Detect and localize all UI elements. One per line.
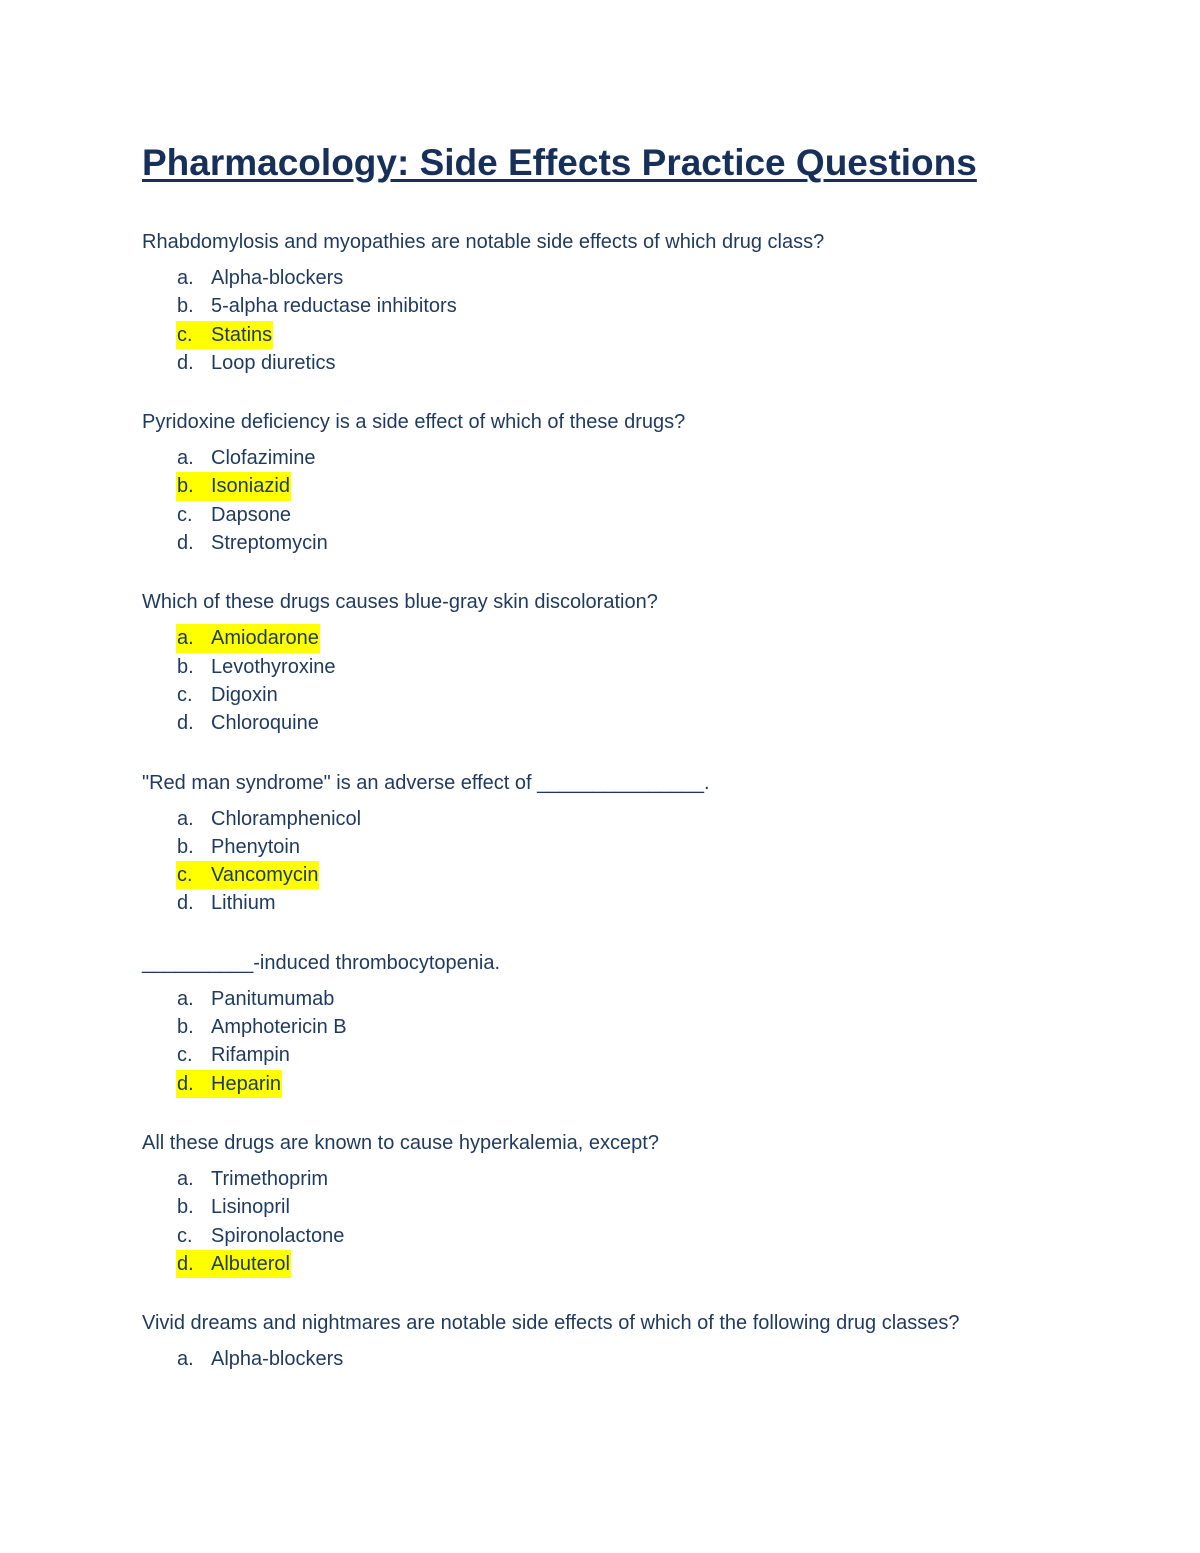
option-letter: a. (177, 447, 194, 470)
answer-option-correct (176, 1070, 1082, 1098)
answer-options (142, 1165, 1082, 1278)
answer-content (176, 889, 276, 917)
answer-highlight (176, 1250, 291, 1278)
option-letter: d. (177, 532, 194, 555)
answer-option-correct (176, 861, 1082, 889)
answer-option (176, 985, 1082, 1013)
option-text: Alpha-blockers (211, 267, 344, 289)
option-text: Panitumumab (211, 987, 335, 1010)
option-text: Streptomycin (211, 532, 328, 555)
option-letter: d. (177, 892, 194, 915)
option-letter: c. (177, 323, 193, 346)
answer-highlight (176, 861, 319, 889)
option-text: 5-alpha reductase inhibitors (211, 295, 457, 318)
option-text: Alpha-blockers (211, 1348, 344, 1371)
answer-option (176, 1165, 1082, 1193)
question-text: Pyridoxine deficiency is a side effect of which of these drugs? (142, 411, 686, 434)
answer-option (176, 1345, 1082, 1373)
answer-option (176, 709, 1082, 737)
answer-options (142, 624, 1082, 737)
option-letter: a. (177, 987, 194, 1010)
answer-highlight (176, 472, 291, 500)
answer-highlight (176, 624, 320, 652)
answer-content (176, 349, 337, 377)
answer-content (176, 501, 292, 529)
answer-option (176, 444, 1082, 472)
option-text: Albuterol (211, 1252, 290, 1275)
answer-options (142, 444, 1082, 557)
option-letter: b. (177, 655, 194, 678)
answer-option (176, 1013, 1082, 1041)
answer-content (176, 709, 320, 737)
question-text: __________-induced thrombocytopenia. (142, 951, 501, 974)
answer-option (176, 264, 1082, 292)
question-block (142, 1309, 1082, 1373)
option-letter: b. (177, 475, 194, 498)
option-letter: a. (177, 627, 194, 650)
answer-option (176, 529, 1082, 557)
answer-option (176, 889, 1082, 917)
option-text: Isoniazid (211, 475, 290, 498)
question-text: Rhabdomylosis and myopathies are notable side effects of which drug class? (142, 231, 825, 253)
answer-content (176, 529, 329, 557)
question-text: All these drugs are known to cause hyperkalemia, except? (142, 1131, 659, 1154)
option-letter: c. (177, 864, 193, 887)
answer-option (176, 501, 1082, 529)
answer-content (176, 681, 279, 709)
option-text: Trimethoprim (211, 1167, 329, 1190)
option-letter: c. (177, 683, 193, 706)
option-letter: c. (177, 1044, 193, 1067)
question-block (142, 769, 1082, 918)
option-letter: b. (177, 1196, 194, 1219)
question-block (142, 949, 1082, 1098)
question-block (142, 588, 1082, 737)
answer-content (176, 1013, 348, 1041)
option-letter: b. (177, 835, 194, 858)
answer-option-correct (176, 472, 1082, 500)
answer-content (176, 1345, 344, 1373)
answer-content (176, 985, 335, 1013)
answer-options (142, 805, 1082, 918)
option-text: Loop diuretics (211, 351, 336, 374)
option-text: Amphotericin B (211, 1016, 347, 1039)
option-letter: a. (177, 1167, 194, 1190)
question-block (142, 1129, 1082, 1278)
answer-option (176, 681, 1082, 709)
option-text: Vancomycin (211, 864, 319, 887)
answer-content (176, 1165, 329, 1193)
option-letter: c. (177, 503, 193, 526)
option-text: Statins (211, 323, 273, 346)
option-letter: d. (177, 351, 194, 374)
option-text: Phenytoin (211, 835, 300, 858)
answer-options (142, 1345, 1082, 1373)
document-page (142, 140, 1082, 1373)
option-text: Lithium (211, 892, 276, 915)
answer-options (142, 985, 1082, 1098)
option-text: Digoxin (211, 683, 278, 706)
question-block (142, 228, 1082, 377)
question-text: Vivid dreams and nightmares are notable side effects of which of the following drug classes? (142, 1312, 960, 1335)
answer-option-correct (176, 321, 1082, 349)
option-text: Clofazimine (211, 447, 316, 470)
question-list (142, 228, 1082, 1373)
question-block (142, 408, 1082, 557)
answer-option (176, 1193, 1082, 1221)
option-letter: c. (177, 1224, 193, 1247)
answer-option-correct (176, 1250, 1082, 1278)
option-letter: a. (177, 1348, 194, 1371)
question-text: Which of these drugs causes blue-gray skin discoloration? (142, 591, 658, 614)
option-text: Dapsone (211, 503, 292, 526)
answer-option (176, 833, 1082, 861)
answer-options (142, 264, 1082, 377)
option-letter: d. (177, 1252, 194, 1275)
option-letter: b. (177, 295, 194, 318)
question-text: "Red man syndrome" is an adverse effect of _______________. (142, 771, 710, 794)
answer-content (176, 1193, 291, 1221)
answer-content (176, 833, 301, 861)
answer-content (176, 1041, 291, 1069)
option-text: Rifampin (211, 1044, 290, 1067)
answer-option (176, 1041, 1082, 1069)
answer-option-correct (176, 624, 1082, 652)
option-text: Amiodarone (211, 627, 319, 650)
answer-content (176, 264, 344, 292)
option-letter: b. (177, 1016, 194, 1039)
option-text: Heparin (211, 1072, 282, 1095)
answer-option (176, 805, 1082, 833)
option-text: Spironolactone (211, 1224, 345, 1247)
option-letter: d. (177, 1072, 194, 1095)
answer-highlight (176, 321, 273, 349)
answer-content (176, 444, 316, 472)
answer-option (176, 653, 1082, 681)
answer-content (176, 805, 362, 833)
answer-option (176, 292, 1082, 320)
option-letter: d. (177, 712, 194, 735)
option-text: Chloramphenicol (211, 807, 362, 830)
page-title: Pharmacology: Side Effects Practice Questions (142, 142, 977, 183)
answer-highlight (176, 1070, 282, 1098)
answer-content (176, 653, 337, 681)
option-text: Chloroquine (211, 712, 319, 735)
option-text: Levothyroxine (211, 655, 336, 678)
answer-content (176, 1222, 345, 1250)
option-letter: a. (177, 807, 194, 830)
answer-option (176, 349, 1082, 377)
option-letter: a. (177, 267, 194, 289)
answer-content (176, 292, 458, 320)
option-text: Lisinopril (211, 1196, 290, 1219)
answer-option (176, 1222, 1082, 1250)
